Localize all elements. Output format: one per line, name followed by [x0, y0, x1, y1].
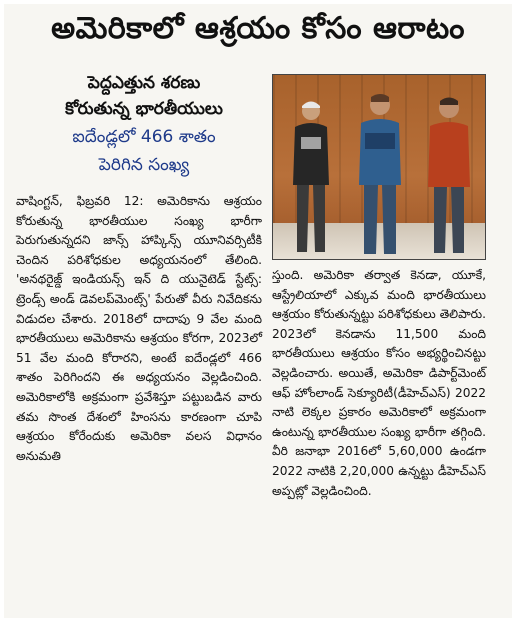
person-figure-right	[423, 93, 475, 259]
kicker-line-2: కోరుతున్న భారతీయులు	[65, 99, 223, 119]
subheadline-line-2: పెరిగిన సంఖ్య	[98, 155, 190, 175]
body-paragraph-right: స్తుంది. అమెరికా తర్వాత కెనడా, యూకే, ఆస్ట్రేలియాలో ఎక్కువ మంది భారతీయులు ఆశ్రయం కోరుతున్నట్టు పరిశోధకులు తెలిపారు. 2023లో కెనడాను 11,500 మంది భారతీయులు ఆశ్రయం కోసం అభ్యర్థించినట్టు వెల్లడించారు. అయితే, అమెరికా డిపార్ట్‌మెంట్ ఆఫ్ హోంలాండ్ సెక్యూరిటీ(డీహెచ్‌ఎస్) 2022 నాటి లెక్కల ప్రకారం అమెరికాలో అక్రమంగా ఉంటున్న భారతీయుల సంఖ్య భారీగా తగ్గింది. వీరి జనాభా 2016లో 5,60,000 ఉండగా 2022 నాటికి 2,20,000 ఉన్నట్టు డీహెచ్‌ఎస్ అప్పట్లో వెల్లడించింది.	[272, 268, 486, 498]
headline: అమెరికాలో ఆశ్రయం కోసం ఆరాటం	[51, 11, 465, 46]
newspaper-clipping	[4, 4, 512, 618]
body-paragraph-left: వాషింగ్టన్, ఫిబ్రవరి 12: అమెరికాను ఆశ్రయం కోరుతున్న భారతీయుల సంఖ్య భారీగా పెరుగుతున్నదని జాన్స్ హాప్కిన్స్ యూనివర్సిటీకి చెందిన పరిశోధకుల అధ్యయనంలో తేలింది. 'అనథరైజ్డ్ ఇండియన్స్ ఇన్ ది యునైటెడ్ స్టేట్స్: ట్రెండ్స్ అండ్ డెవలప్‌మెంట్స్' పేరుతో వీరు నివేదికను విడుదల చేశారు. 2018లో దాదాపు 9 వేల మంది భారతీయులు అమెరికాను ఆశ్రయం కోరగా, 2023లో 51 వేల మంది కోరారని, అంటే ఐదేండ్లలో 466 శాతం పెరిగిందని ఈ అధ్యయనం వెల్లడించింది. అమెరికాలోకి అక్రమంగా ప్రవేశిస్తూ పట్టుబడిన వారు తమ సొంత దేశంలో హింసను కారణంగా చూపి ఆశ్రయం కోరేందుకు అమెరికా వలస విధానం అనుమతి	[16, 194, 262, 463]
kicker-line-1: పెద్దఎత్తున శరణు	[87, 73, 201, 93]
deck	[24, 70, 264, 178]
person-figure-center	[353, 89, 407, 259]
person-figure-left	[287, 97, 335, 257]
subheadline-line-1: ఐదేండ్లలో 466 శాతం	[72, 127, 216, 147]
article-column-left	[16, 192, 262, 466]
news-photo	[272, 74, 486, 260]
article-column-right	[272, 266, 486, 501]
